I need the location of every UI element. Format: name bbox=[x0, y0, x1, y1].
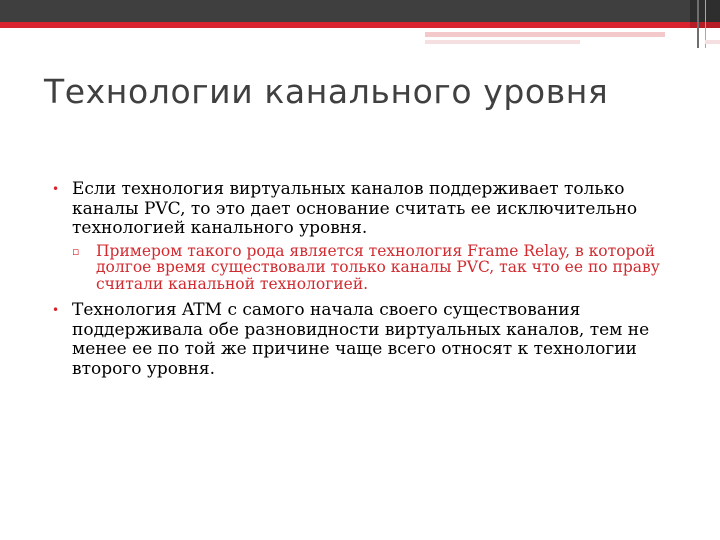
bullet-text: Технология ATM с самого начала своего существования поддерживала обе разновидности виртуальных каналов, тем не менее ее по той же причине чаще всего относят к технологии второго уровня. bbox=[72, 300, 650, 379]
sub-bullet-icon: ▫ bbox=[72, 244, 80, 258]
bullet-icon: • bbox=[52, 303, 60, 317]
bullet-item bbox=[52, 301, 680, 379]
sub-bullet-text: Примером такого рода является технология Frame Relay, в которой долгое время существовали только каналы PVC, так что ее по праву считали канальной технологией. bbox=[96, 241, 660, 293]
bullet-text: Если технология виртуальных каналов поддерживает только каналы PVC, то это дает основание считать ее исключительно технологией канального уровня. bbox=[72, 179, 638, 238]
header-accent-stripe bbox=[0, 22, 720, 28]
header-band bbox=[0, 0, 720, 22]
slide-title: Технологии канального уровня bbox=[44, 72, 609, 111]
bullet-icon: • bbox=[52, 182, 60, 196]
header-divider bbox=[697, 0, 699, 48]
sub-bullet-item bbox=[52, 243, 680, 293]
decorative-bar bbox=[425, 32, 665, 37]
slide-body bbox=[52, 180, 680, 379]
decorative-bar bbox=[425, 40, 580, 44]
bullet-item bbox=[52, 180, 680, 239]
decorative-bar bbox=[705, 40, 720, 44]
